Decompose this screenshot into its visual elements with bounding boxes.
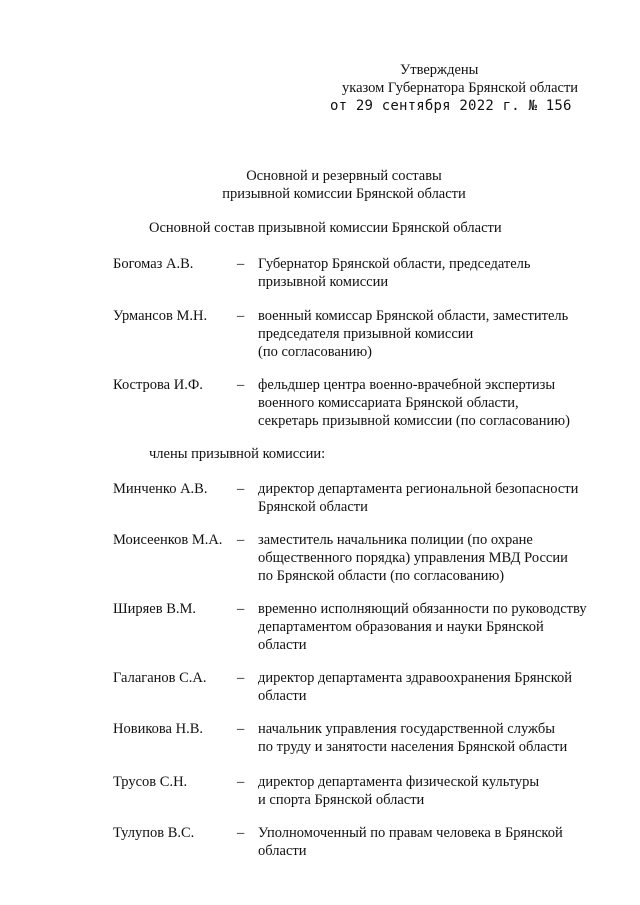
member-name: Галаганов С.А.	[113, 670, 207, 686]
dash-separator: –	[237, 825, 245, 841]
role-line: начальник управления государственной службы	[258, 721, 555, 737]
role-line: Брянской области	[258, 499, 368, 515]
role-line: и спорта Брянской области	[258, 792, 425, 808]
dash-separator: –	[237, 377, 245, 393]
member-role	[258, 480, 598, 516]
member-role	[258, 669, 598, 705]
member-name: Трусов С.Н.	[113, 774, 188, 790]
role-line: военного комиссариата Брянской области,	[258, 395, 519, 411]
role-line: призывной комиссии	[258, 274, 389, 290]
role-line: области	[258, 688, 307, 704]
member-role	[258, 307, 598, 361]
role-line: фельдшер центра военно-врачебной экспертизы	[258, 377, 556, 393]
role-line: области	[258, 637, 307, 653]
dash-separator: –	[237, 670, 245, 686]
member-name: Тулупов В.С.	[113, 825, 195, 841]
member-role	[258, 773, 598, 809]
main-composition-heading: Основной состав призывной комиссии Брянской области	[149, 220, 502, 236]
member-name: Ширяев В.М.	[113, 601, 197, 617]
role-line: военный комиссар Брянской области, заместитель	[258, 308, 569, 324]
role-line: директор департамента физической культуры	[258, 774, 540, 790]
members-heading: члены призывной комиссии:	[149, 446, 326, 462]
role-line: директор департамента региональной безопасности	[258, 481, 579, 497]
approval-line-approved: Утверждены	[400, 62, 479, 78]
role-line: секретарь призывной комиссии (по согласованию)	[258, 413, 570, 429]
approval-stamp	[330, 61, 580, 115]
dash-separator: –	[237, 308, 245, 324]
approval-line-date-number: от 29 сентября 2022 г. № 156	[330, 98, 572, 114]
role-line: Уполномоченный по правам человека в Брянской	[258, 825, 563, 841]
dash-separator: –	[237, 481, 245, 497]
member-name: Урмансов М.Н.	[113, 308, 208, 324]
member-name: Кострова И.Ф.	[113, 377, 203, 393]
dash-separator: –	[237, 532, 245, 548]
title-line-2: призывной комиссии Брянской области	[222, 186, 466, 202]
role-line: по Брянской области (по согласованию)	[258, 568, 505, 584]
approval-line-decree: указом Губернатора Брянской области	[342, 80, 579, 96]
member-role	[258, 720, 598, 756]
member-name: Минченко А.В.	[113, 481, 208, 497]
document-title	[0, 167, 640, 203]
member-name: Новикова Н.В.	[113, 721, 203, 737]
role-line: председателя призывной комиссии	[258, 326, 474, 342]
role-line: департаментом образования и науки Брянской	[258, 619, 544, 635]
role-line: директор департамента здравоохранения Брянской	[258, 670, 573, 686]
title-line-1: Основной и резервный составы	[246, 168, 442, 184]
dash-separator: –	[237, 256, 245, 272]
member-name: Моисеенков М.А.	[113, 532, 223, 548]
role-line: Губернатор Брянской области, председатель	[258, 256, 531, 272]
role-line: области	[258, 843, 307, 859]
member-role	[258, 531, 598, 585]
dash-separator: –	[237, 721, 245, 737]
role-line: по труду и занятости населения Брянской области	[258, 739, 568, 755]
dash-separator: –	[237, 601, 245, 617]
role-line: заместитель начальника полиции (по охране	[258, 532, 533, 548]
dash-separator: –	[237, 774, 245, 790]
role-line: временно исполняющий обязанности по руководству	[258, 601, 587, 617]
role-line: общественного порядка) управления МВД России	[258, 550, 568, 566]
member-name: Богомаз А.В.	[113, 256, 194, 272]
member-role	[258, 600, 598, 654]
member-role	[258, 824, 598, 860]
member-role	[258, 255, 598, 291]
role-line: (по согласованию)	[258, 344, 372, 360]
member-role	[258, 376, 598, 430]
